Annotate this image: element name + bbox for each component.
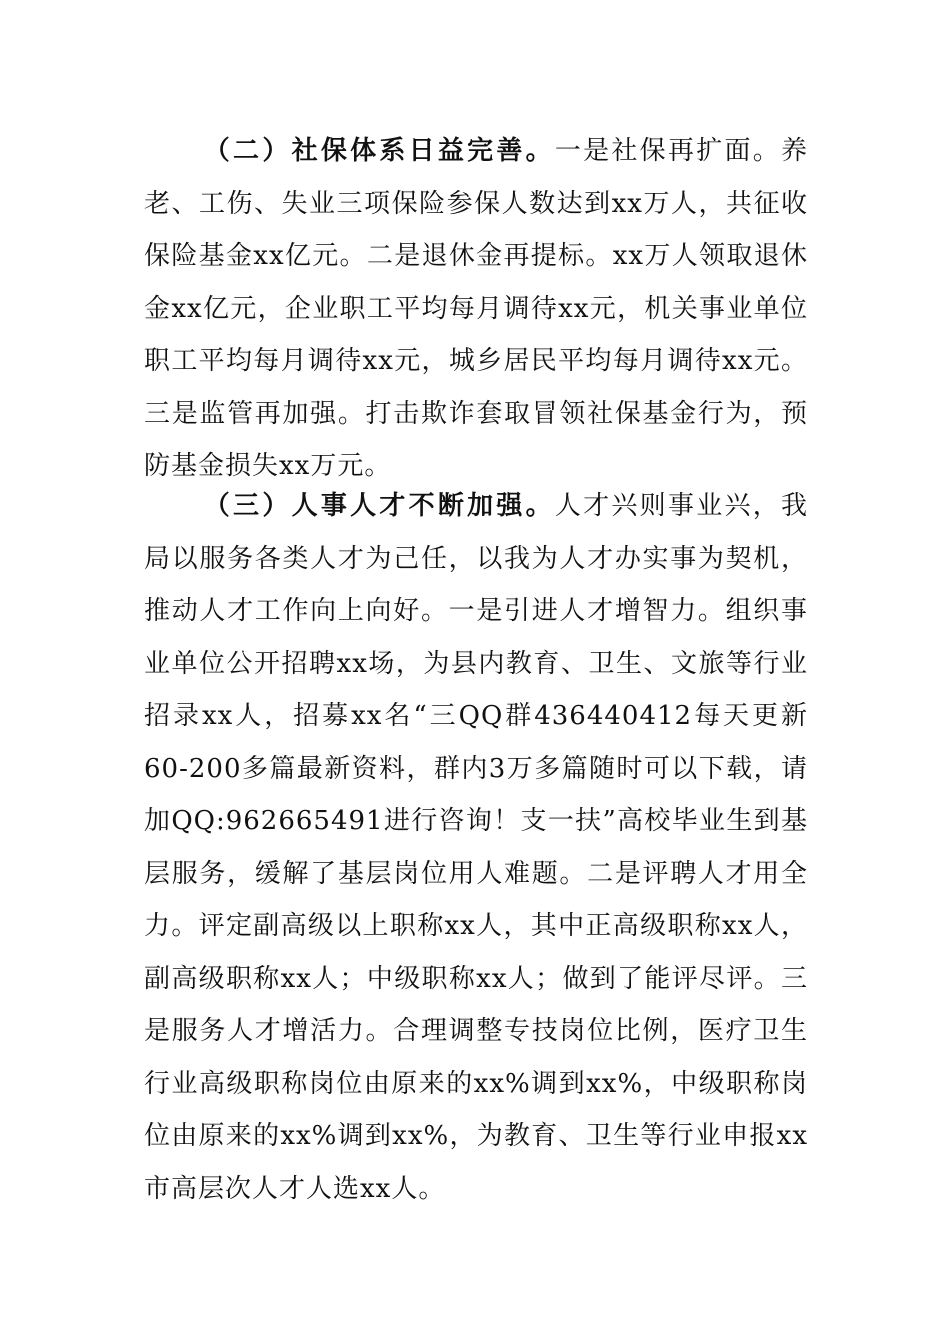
section-body: 人才兴则事业兴，我局以服务各类人才为己任，以我为人才办实事为契机，推动人才工作向上向好。一是引进人才增智力。组织事业单位公开招聘xx场，为县内教育、卫生、文旅等行业招录xx人，招募xx名“三QQ群436440412每天更新60-200多篇最新资料，群内3万多篇随时可以下载，请加QQ:962665491进行咨询！支一扶”高校毕业生到基层服务，缓解了基层岗位用人难题。二是评聘人才用全力。评定副高级以上职称xx人，其中正高级职称xx人，副高级职称xx人；中级职称xx人；做到了能评尽评。三是服务人才增活力。合理调整专技岗位比例，医疗卫生行业高级职称岗位由原来的xx%调到xx%，中级职称岗位由原来的xx%调到xx%，为教育、卫生等行业申报xx市高层次人才人选xx人。: [144, 491, 808, 1204]
section-body: 一是社保再扩面。养老、工伤、失业三项保险参保人数达到xx万人，共征收保险基金xx亿元。二是退休金再提标。xx万人领取退休金xx亿元，企业职工平均每月调待xx元，机关事业单位职工平均每月调待xx元，城乡居民平均每月调待xx元。三是监管再加强。打击欺诈套取冒领社保基金行为，预防基金损失xx万元。: [144, 136, 808, 481]
section-heading: （二）社保体系日益完善。: [203, 136, 555, 166]
section-heading: （三）人事人才不断加强。: [203, 491, 555, 521]
section-personnel-talent: [144, 480, 808, 1215]
section-social-security: [144, 125, 808, 493]
